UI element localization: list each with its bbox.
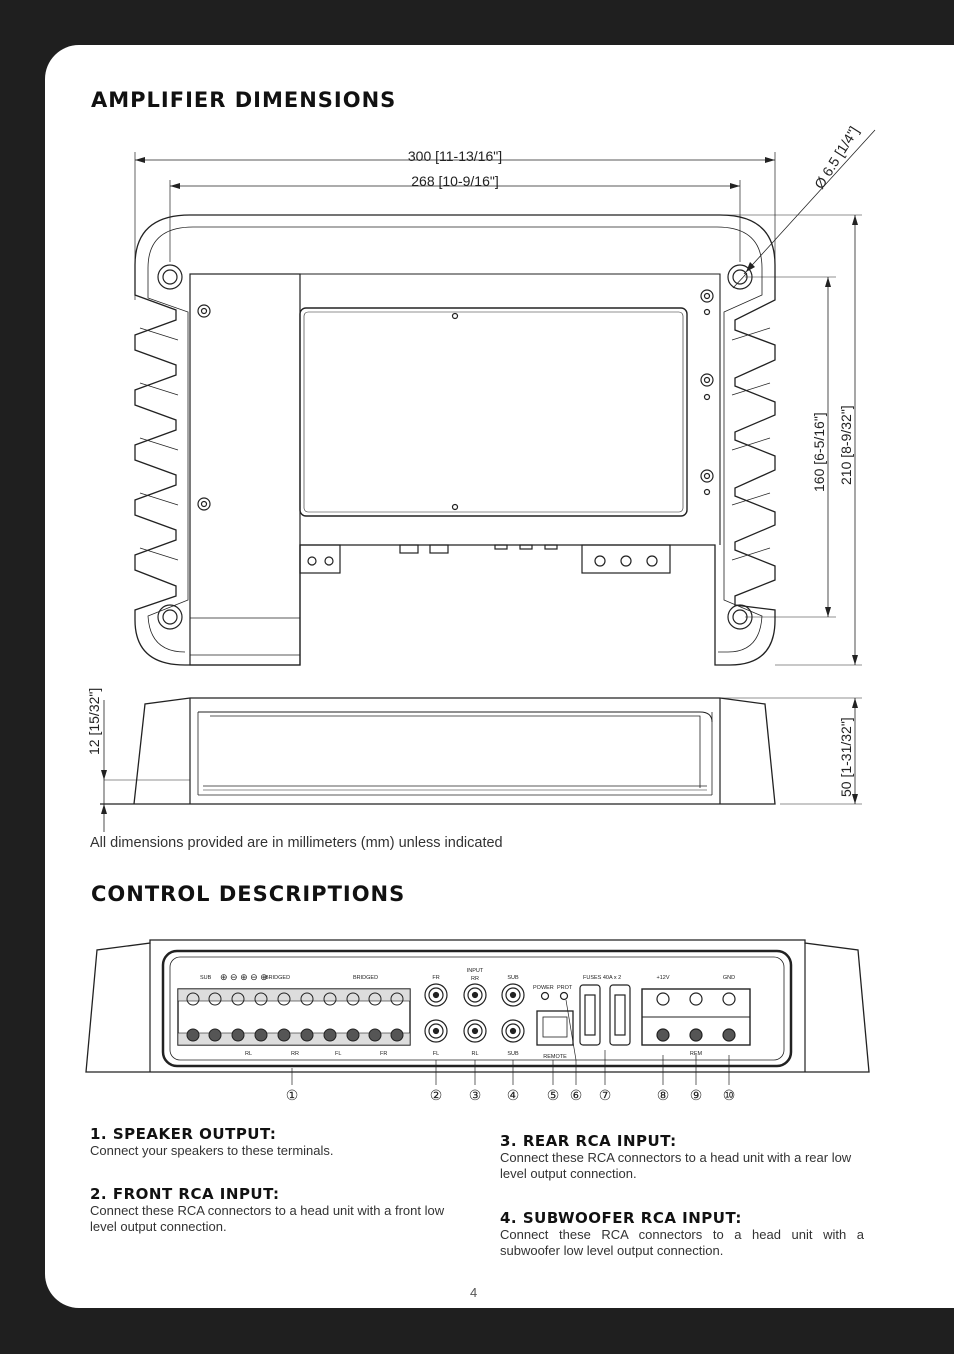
base-height-label: 12 [15/32"] [86, 687, 102, 755]
label-bridged-2: BRIDGED [353, 975, 379, 981]
label-gnd: GND [722, 975, 736, 981]
label-12v: +12V [656, 975, 670, 981]
plus-minus-symbols: ⊕ ⊖ ⊕ ⊖ ⊕ [220, 972, 268, 982]
callout-6: ⑥ [569, 1087, 583, 1103]
section-4-heading: 4. SUBWOOFER RCA INPUT: [500, 1209, 742, 1227]
callout-3: ③ [468, 1087, 482, 1103]
callout-2: ② [429, 1087, 443, 1103]
section-3-heading: 3. REAR RCA INPUT: [500, 1132, 677, 1150]
label-power: POWER [533, 985, 554, 991]
label-rl: RL [245, 1051, 253, 1057]
overall-depth-label: 210 [8-9/32"] [838, 405, 854, 485]
section-4-body: Connect these RCA connectors to a head unit with a subwoofer low level output connection. [500, 1227, 864, 1258]
label-fr: FR [432, 975, 440, 981]
label-fl: FL [335, 1051, 342, 1057]
label-sub-rca-bottom: SUB [507, 1051, 519, 1057]
overall-height-label: 50 [1-31/32"] [838, 717, 854, 797]
control-panel [86, 940, 869, 1085]
dimensions-note: All dimensions provided are in millimeters (mm) unless indicated [90, 835, 503, 851]
label-rr: RR [471, 976, 479, 982]
label-fr-bottom: FR [380, 1051, 388, 1057]
section-2-heading: 2. FRONT RCA INPUT: [90, 1185, 280, 1203]
callout-7: ⑦ [598, 1087, 612, 1103]
callout-1: ① [285, 1087, 299, 1103]
callout-10: ⑩ [722, 1087, 736, 1103]
callout-4: ④ [506, 1087, 520, 1103]
dimensions-title: AMPLIFIER DIMENSIONS [91, 88, 397, 112]
mounting-holes [158, 265, 752, 629]
callout-8: ⑧ [656, 1087, 670, 1103]
callout-5: ⑤ [546, 1087, 560, 1103]
page-number: 4 [470, 1285, 478, 1300]
label-remote: REMOTE [543, 1054, 567, 1060]
section-1-heading: 1. SPEAKER OUTPUT: [90, 1125, 277, 1143]
label-fl-rca: FL [432, 1051, 440, 1057]
label-sub-output: SUB [200, 975, 212, 981]
hole-diameter-label: Ø 6.5 [1/4"] [810, 123, 862, 192]
side-view [100, 698, 862, 832]
top-view [135, 130, 875, 665]
callout-9: ⑨ [689, 1087, 703, 1103]
label-rl-rca: RL [471, 1051, 479, 1057]
hole-spacing-label: 268 [10-9/16"] [411, 173, 499, 189]
overall-width-label: 300 [11-13/16"] [407, 148, 503, 164]
label-rem: REM [689, 1051, 703, 1057]
section-1-body: Connect your speakers to these terminals. [90, 1143, 334, 1158]
section-3-body: Connect these RCA connectors to a head unit with a rear low level output connection. [500, 1150, 852, 1181]
label-bridged-1: BRIDGED [265, 975, 291, 981]
label-sub-rca-top: SUB [507, 975, 519, 981]
section-2-body: Connect these RCA connectors to a head unit with a front low level output connection. [90, 1203, 445, 1234]
label-prot: PROT [557, 985, 573, 991]
controls-title: CONTROL DESCRIPTIONS [91, 882, 406, 906]
hole-height-label: 160 [6-5/16"] [811, 412, 827, 492]
label-rr-bottom: RR [291, 1051, 299, 1057]
label-fuses: FUSES 40A x 2 [583, 975, 622, 981]
label-input: INPUT [466, 968, 484, 974]
